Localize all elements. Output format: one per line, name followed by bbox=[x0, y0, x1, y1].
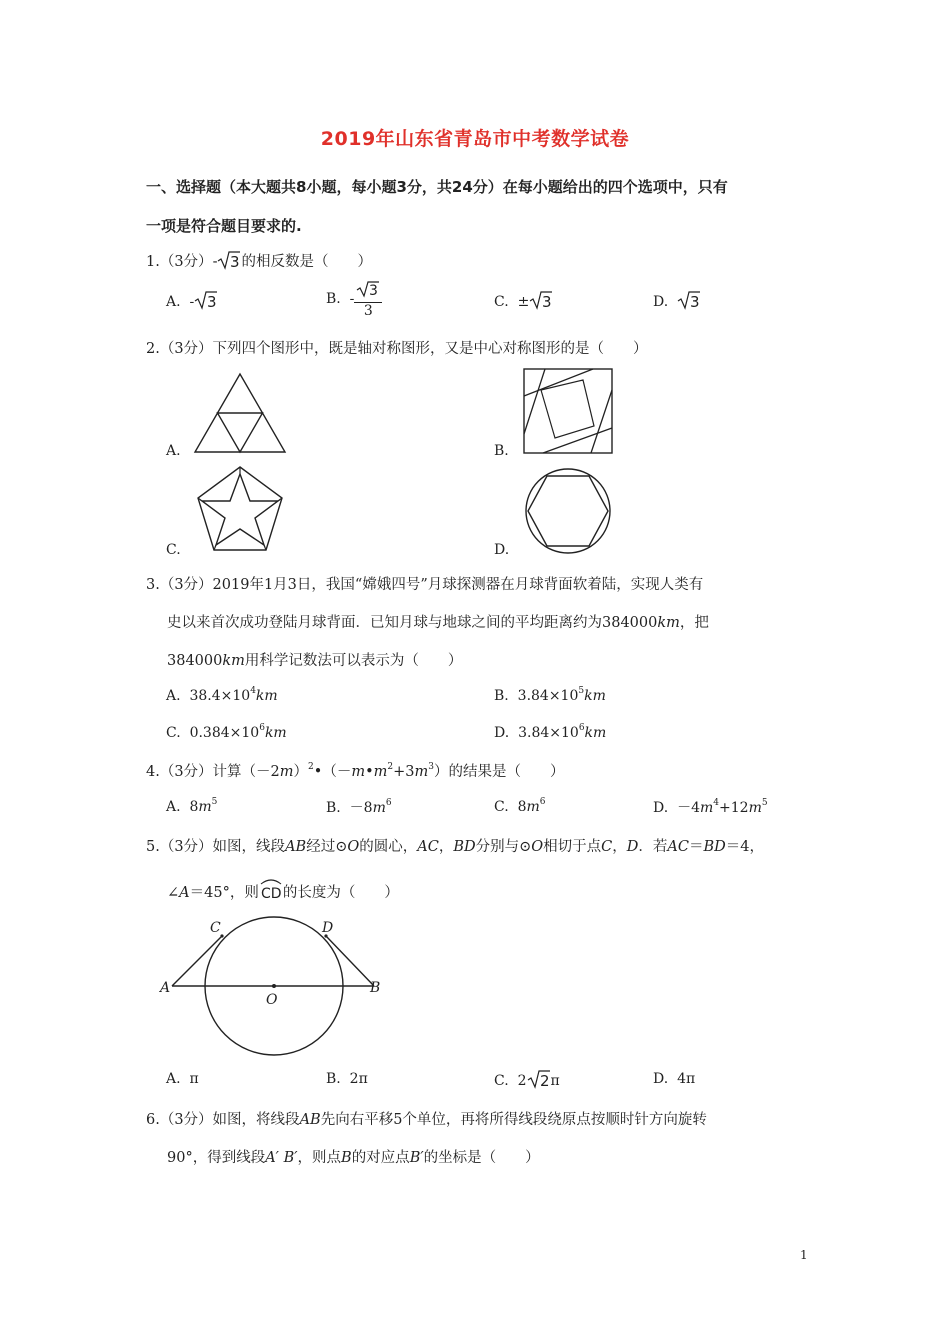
q4-text: 4.（3分）计算（－2 bbox=[146, 764, 280, 780]
q1-a-sign: - bbox=[189, 294, 195, 310]
q5-c-radicand: 2 bbox=[539, 1072, 550, 1089]
radical-icon bbox=[356, 280, 380, 298]
q1-minus: - bbox=[212, 254, 218, 270]
q1-b-sign: - bbox=[349, 291, 355, 307]
q1-option-a[interactable] bbox=[166, 290, 218, 310]
q1-option-d[interactable] bbox=[653, 290, 701, 310]
q5-text: 相切于点 bbox=[543, 839, 602, 855]
q4-d-exponent: 5 bbox=[761, 798, 768, 808]
q1-radicand: 3 bbox=[230, 253, 241, 270]
figure-hexagon-in-circle bbox=[522, 466, 614, 556]
arc-icon bbox=[259, 878, 283, 902]
page-title: 2019年山东省青岛市中考数学试卷 bbox=[320, 128, 630, 150]
q1-c-radicand: 3 bbox=[542, 293, 552, 310]
q3-unit: km bbox=[222, 653, 245, 669]
radical-icon bbox=[677, 290, 701, 310]
q3-option-d[interactable] bbox=[494, 723, 606, 741]
q3-a-exponent: 4 bbox=[250, 686, 256, 696]
q1-sqrt bbox=[217, 250, 241, 270]
fig-label-O: O bbox=[266, 992, 278, 1008]
q5-line1 bbox=[146, 835, 764, 856]
q4-option-b[interactable] bbox=[326, 797, 392, 817]
q5-var: O bbox=[347, 839, 360, 855]
q4-exponent: 2 bbox=[308, 762, 314, 772]
q5-text: ， bbox=[612, 839, 627, 855]
q5-c-coef: 2 bbox=[517, 1073, 527, 1089]
fig-label-B: B bbox=[370, 980, 381, 996]
q3-unit: km bbox=[255, 688, 278, 704]
q5-var: BD bbox=[703, 839, 726, 855]
q3-d-exponent: 6 bbox=[578, 723, 585, 733]
q1-prefix: 1.（3分） bbox=[146, 254, 213, 270]
q5-var: C bbox=[601, 839, 613, 855]
q3-option-b[interactable] bbox=[494, 686, 606, 704]
q4-text: • bbox=[365, 764, 374, 780]
figure-star-in-pentagon bbox=[194, 464, 286, 554]
q5-line2 bbox=[167, 878, 399, 902]
q4-exponent: 3 bbox=[428, 762, 434, 772]
q5-option-c[interactable] bbox=[494, 1069, 560, 1089]
q3-a-value: 38.4×10 bbox=[189, 688, 251, 704]
q5-text: ＝45°，则 bbox=[189, 885, 259, 901]
q4-b-exponent: 6 bbox=[385, 798, 392, 808]
q4-var: m bbox=[414, 764, 429, 780]
option-label: C. bbox=[494, 799, 509, 815]
q3-unit: km bbox=[657, 615, 680, 631]
q4-text: +3 bbox=[393, 764, 415, 780]
fig-label-C: C bbox=[210, 920, 221, 936]
fig-label-A: A bbox=[160, 980, 171, 996]
q5-option-b[interactable] bbox=[326, 1071, 368, 1087]
q3-line2-end: ，把 bbox=[679, 615, 709, 631]
option-label: C. bbox=[166, 725, 181, 741]
figure-triangle-subdivided bbox=[193, 370, 287, 456]
q4-c-exponent: 6 bbox=[539, 797, 546, 807]
question-4 bbox=[146, 760, 565, 781]
q1-option-b[interactable] bbox=[326, 280, 382, 318]
q4-var: m bbox=[526, 799, 540, 815]
q5-c-pi: π bbox=[550, 1073, 560, 1089]
q5-arc bbox=[259, 878, 283, 902]
q6-text: 90°，得到线段 bbox=[167, 1150, 266, 1166]
q6-text: 6.（3分）如图，将线段 bbox=[146, 1112, 300, 1128]
q3-b-exponent: 5 bbox=[578, 686, 585, 696]
option-label: B. bbox=[326, 800, 341, 816]
q2-option-d-label[interactable]: D. bbox=[494, 542, 510, 558]
page-number: 1 bbox=[800, 1248, 808, 1262]
q4-c-coef: 8 bbox=[517, 799, 527, 815]
q1-suffix: 的相反数是（ ） bbox=[241, 254, 372, 270]
q3-line3-number: 384000 bbox=[167, 653, 223, 669]
q6-var: A′ bbox=[265, 1150, 279, 1166]
q4-var: m bbox=[372, 800, 386, 816]
option-label: A. bbox=[166, 688, 181, 704]
q4-text: ） bbox=[293, 764, 309, 780]
q3-unit: km bbox=[264, 725, 287, 741]
q3-unit: km bbox=[584, 725, 607, 741]
q1-option-c[interactable] bbox=[494, 290, 553, 310]
q5-arc-label: CD bbox=[260, 886, 282, 902]
q5-var: D bbox=[626, 839, 639, 855]
q4-var: m bbox=[351, 764, 366, 780]
fig-label-D: D bbox=[322, 920, 334, 936]
q5-text: ．若 bbox=[638, 839, 668, 855]
q5-b-value: 2π bbox=[349, 1071, 368, 1087]
q4-b-coef: －8 bbox=[349, 800, 373, 816]
option-label: A. bbox=[166, 294, 181, 310]
q5-d-value: 4π bbox=[677, 1071, 696, 1087]
q5-var: AC bbox=[667, 839, 689, 855]
section-heading-line1: 一、选择题（本大题共8小题，每小题3分，共24分）在每小题给出的四个选项中，只有 bbox=[146, 178, 728, 196]
q4-a-coef: 8 bbox=[189, 799, 199, 815]
q4-var: m bbox=[748, 800, 762, 816]
q5-option-d[interactable] bbox=[653, 1071, 695, 1087]
question-1 bbox=[146, 250, 372, 271]
q6-text: 的坐标是（ ） bbox=[423, 1150, 540, 1166]
q5-text: 分别与⊙ bbox=[475, 839, 532, 855]
q4-option-c[interactable] bbox=[494, 797, 546, 815]
q5-var: O bbox=[531, 839, 544, 855]
q1-d-radicand: 3 bbox=[690, 293, 700, 310]
q5-var: A bbox=[179, 885, 190, 901]
q4-exponent: 2 bbox=[387, 762, 394, 772]
q4-var: m bbox=[279, 764, 294, 780]
q5-var: AB bbox=[285, 839, 307, 855]
q3-line3 bbox=[167, 649, 462, 670]
option-label: D. bbox=[653, 294, 669, 310]
q1-a-radicand: 3 bbox=[207, 293, 217, 310]
question-2: 2.（3分）下列四个图形中，既是轴对称图形，又是中心对称图形的是（ ） bbox=[146, 341, 648, 357]
q4-var: m bbox=[700, 800, 714, 816]
q5-var: BD bbox=[453, 839, 476, 855]
q6-text: 的对应点 bbox=[351, 1150, 410, 1166]
q4-option-a[interactable] bbox=[166, 797, 217, 815]
q5-c-sqrt bbox=[527, 1069, 551, 1089]
q5-text: 经过⊙ bbox=[306, 839, 348, 855]
section-heading-line2: 一项是符合题目要求的. bbox=[146, 217, 302, 235]
option-label: D. bbox=[653, 1071, 669, 1087]
option-label: C. bbox=[494, 294, 509, 310]
q1-c-sign: ± bbox=[517, 294, 530, 310]
q5-text: ＝4， bbox=[725, 839, 764, 855]
q6-var: B′ bbox=[409, 1150, 424, 1166]
q4-d-mid: +12 bbox=[719, 800, 749, 816]
q6-line1 bbox=[146, 1108, 707, 1129]
q4-a-exponent: 5 bbox=[211, 797, 218, 807]
q5-text: ＝ bbox=[688, 839, 704, 855]
option-label: B. bbox=[326, 291, 341, 307]
q3-c-exponent: 6 bbox=[259, 723, 265, 733]
q5-var: AC bbox=[417, 839, 439, 855]
q4-text: •（－ bbox=[313, 764, 352, 780]
q5-text: 5.（3分）如图，线段 bbox=[146, 839, 286, 855]
q1-b-numerator: 3 bbox=[369, 283, 379, 298]
q4-var: m bbox=[198, 799, 212, 815]
option-label: A. bbox=[166, 799, 181, 815]
q2-option-b-label[interactable]: B. bbox=[494, 443, 509, 459]
option-label: B. bbox=[494, 688, 509, 704]
q6-text: 先向右平移5个单位，再将所得线段绕原点按顺时针方向旋转 bbox=[320, 1112, 707, 1128]
q1-b-denominator: 3 bbox=[363, 303, 373, 319]
q4-text: ）的结果是（ ） bbox=[434, 764, 565, 780]
q3-line2 bbox=[167, 611, 709, 632]
q1-a-sqrt bbox=[194, 290, 218, 310]
radical-icon bbox=[527, 1069, 551, 1089]
option-label: B. bbox=[326, 1071, 341, 1087]
q6-var: AB bbox=[299, 1112, 321, 1128]
option-label: C. bbox=[494, 1073, 509, 1089]
q1-c-sqrt bbox=[529, 290, 553, 310]
radical-icon bbox=[217, 250, 241, 270]
q5-a-value: π bbox=[189, 1071, 199, 1087]
q5-option-a[interactable] bbox=[166, 1071, 199, 1087]
q4-var: m bbox=[373, 764, 388, 780]
radical-icon bbox=[529, 290, 553, 310]
option-label: D. bbox=[653, 800, 669, 816]
q3-option-a[interactable] bbox=[166, 686, 278, 704]
q3-d-value: 3.84×10 bbox=[518, 725, 579, 741]
q5-text: ∠ bbox=[167, 885, 180, 901]
q3-c-value: 0.384×10 bbox=[189, 725, 260, 741]
q5-text: 的圆心， bbox=[359, 839, 418, 855]
q3-option-c[interactable] bbox=[166, 723, 287, 741]
q5-text: ， bbox=[438, 839, 454, 855]
option-label: D. bbox=[494, 725, 510, 741]
q4-option-d[interactable] bbox=[653, 797, 768, 817]
q4-d-exponent: 4 bbox=[713, 798, 720, 808]
q1-d-sqrt bbox=[677, 290, 701, 310]
q3-line1: 3.（3分）2019年1月3日，我国“嫦娥四号”月球探测器在月球背面软着陆，实现人类有 bbox=[146, 577, 704, 593]
q6-line2 bbox=[167, 1146, 540, 1167]
q2-option-a-label[interactable]: A. bbox=[166, 443, 181, 459]
radical-icon bbox=[194, 290, 218, 310]
q2-option-c-label[interactable]: C. bbox=[166, 542, 181, 558]
q3-unit: km bbox=[584, 688, 606, 704]
q6-var: B bbox=[341, 1150, 352, 1166]
q3-b-value: 3.84×10 bbox=[517, 688, 579, 704]
q1-b-fraction bbox=[354, 280, 382, 318]
q6-var: B′ bbox=[283, 1150, 298, 1166]
figure-circle-tangents bbox=[158, 912, 398, 1060]
figure-square-rotated-inner bbox=[521, 366, 615, 456]
option-label: A. bbox=[166, 1071, 181, 1087]
q5-text: 的长度为（ ） bbox=[282, 885, 399, 901]
q4-d-coef: －4 bbox=[677, 800, 701, 816]
q3-line3-text: 用科学记数法可以表示为（ ） bbox=[244, 653, 463, 669]
q6-text: ，则点 bbox=[297, 1150, 342, 1166]
q3-line2-text: 史以来首次成功登陆月球背面．已知月球与地球之间的平均距离约为384000 bbox=[167, 615, 658, 631]
